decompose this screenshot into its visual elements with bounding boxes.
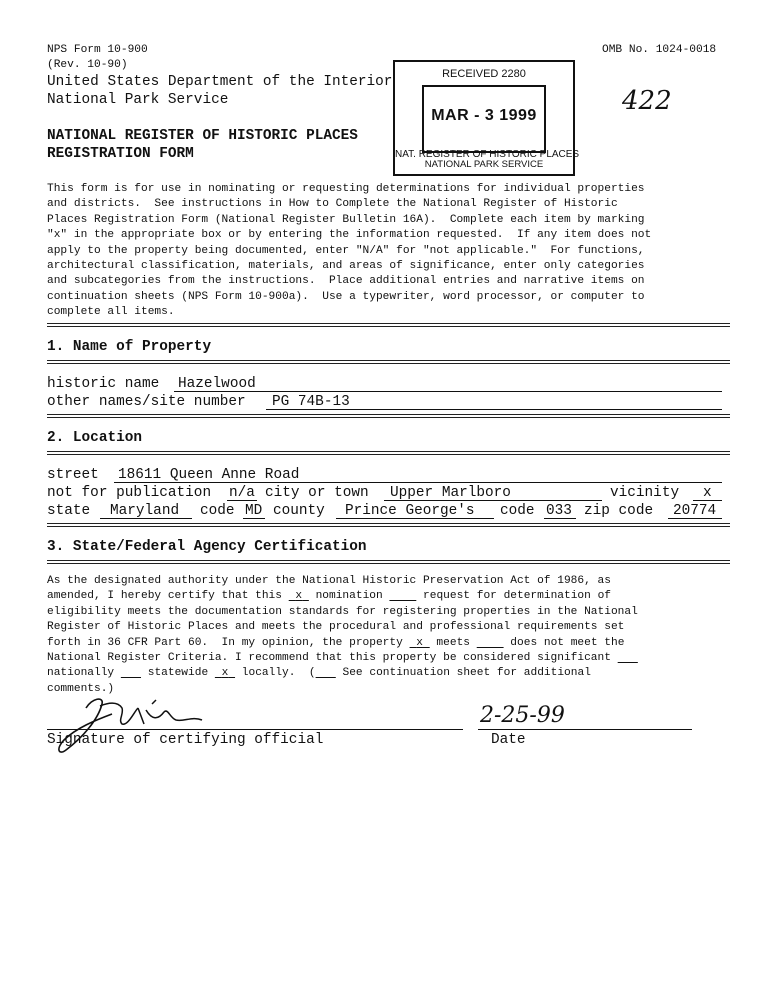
certification-line [47, 636, 737, 651]
county-value: Prince George's [345, 503, 475, 519]
certification-line [47, 589, 737, 604]
certification-text: locally. ( [241, 667, 316, 680]
date-line [478, 729, 692, 730]
section-divider [47, 523, 730, 527]
certification-line: Register of Historic Places and meets the procedural and professional requirements set [47, 621, 625, 634]
nomination-mark [289, 590, 309, 602]
section-divider [47, 360, 730, 364]
instructions-line: This form is for use in nominating or requesting determinations for individual properties [47, 183, 645, 195]
state-field [100, 518, 192, 519]
form-revision: (Rev. 10-90) [47, 59, 128, 71]
signature-line [47, 729, 463, 730]
department-name: United States Department of the Interior [47, 74, 393, 90]
section-divider [47, 414, 730, 418]
certification-text: amended, I hereby certify that this [47, 590, 282, 603]
handwritten-reference-number: 422 [622, 86, 672, 116]
certification-line: comments.) [47, 682, 115, 695]
vicinity-label: vicinity [610, 485, 680, 501]
certification-text: does not meet the [510, 636, 625, 649]
certification-text: National Register Criteria. I recommend that this property be considered significant [47, 652, 611, 665]
not-for-publication-field [227, 500, 257, 501]
certification-line: As the designated authority under the National Historic Preservation Act of 1986, as [47, 575, 611, 587]
zip-code-label: zip code [584, 503, 654, 519]
section3-heading: 3. State/Federal Agency Certification [47, 539, 367, 555]
stamp-received: RECEIVED 2280 [442, 68, 526, 80]
vicinity-value: x [703, 485, 712, 501]
date-label: Date [491, 732, 526, 748]
instructions-line: "x" in the appropriate box or by entering the information requested. If any item does not [47, 229, 652, 242]
meets-mark [410, 637, 430, 649]
certification-text: nomination [315, 590, 383, 603]
county-field [336, 518, 494, 519]
other-names-label: other names/site number [47, 394, 246, 410]
certification-line [47, 666, 737, 681]
form-subtitle: REGISTRATION FORM [47, 146, 194, 162]
statewide-mark [121, 667, 141, 679]
continuation-sheet-mark [316, 667, 336, 679]
section2-heading: 2. Location [47, 430, 142, 446]
nationally-mark [618, 652, 638, 664]
instructions-paragraph [47, 182, 737, 321]
county-code-field [544, 518, 576, 519]
historic-name-label: historic name [47, 376, 160, 392]
form-title: NATIONAL REGISTER OF HISTORIC PLACES [47, 128, 358, 144]
state-value: Maryland [110, 503, 180, 519]
section1-heading: 1. Name of Property [47, 339, 212, 355]
other-names-value: PG 74B-13 [272, 394, 350, 410]
signature-image [52, 690, 212, 760]
omb-number: OMB No. 1024-0018 [602, 44, 717, 56]
section-divider [47, 451, 730, 455]
instructions-line: continuation sheets (NPS Form 10-900a). Use a typewriter, word processor, or computer to [47, 290, 645, 303]
city-label: city or town [265, 485, 369, 501]
state-code-field [243, 518, 265, 519]
county-label: county [273, 503, 325, 519]
street-field [114, 482, 722, 483]
certification-line [47, 651, 737, 666]
state-label: state [47, 503, 91, 519]
received-stamp [393, 60, 580, 176]
signature-label: Signature of certifying official [47, 732, 324, 748]
certification-text: meets [436, 636, 470, 649]
locally-mark [215, 667, 235, 679]
service-name: National Park Service [47, 92, 229, 108]
instructions-line: complete all items. [47, 306, 175, 319]
historic-name-field [174, 391, 722, 392]
county-code-value: 033 [546, 503, 572, 519]
city-value: Upper Marlboro [390, 485, 511, 501]
state-code-label: code [200, 503, 235, 519]
instructions-line: Places Registration Form (National Register Bulletin 16A). Complete each item by marking [47, 213, 645, 226]
stamp-line1: NAT. REGISTER OF HISTORIC PLACES [395, 149, 580, 160]
street-label: street [47, 467, 99, 483]
zip-code-value: 20774 [673, 503, 717, 519]
certification-text: request for determination of [423, 590, 611, 603]
form-number: NPS Form 10-900 [47, 44, 148, 56]
certification-text: See continuation sheet for additional [342, 667, 591, 680]
street-value: 18611 Queen Anne Road [118, 467, 300, 483]
certification-text: nationally [47, 667, 115, 680]
certification-line: eligibility meets the documentation standards for registering properties in the National [47, 605, 638, 618]
other-names-field [266, 409, 722, 410]
state-code-value: MD [245, 503, 263, 519]
does-not-meet-mark [477, 637, 504, 649]
not-for-publication-label: not for publication [47, 485, 212, 501]
instructions-line: and districts. See instructions in How to Complete the National Register of Historic [47, 198, 618, 211]
meets-mark-value: x [416, 636, 423, 649]
stamp-date: MAR - 3 1999 [431, 107, 537, 124]
instructions-line: apply to the property being documented, enter "N/A" for "not applicable." For functions, [47, 244, 645, 257]
nomination-mark-value: x [295, 590, 303, 603]
city-field [384, 500, 602, 501]
not-for-publication-value: n/a [229, 485, 255, 501]
determination-mark [389, 590, 416, 602]
certification-paragraph [47, 574, 737, 697]
zip-code-field [668, 518, 722, 519]
stamp-line2: NATIONAL PARK SERVICE [424, 159, 544, 170]
section-divider [47, 323, 730, 327]
certification-text: statewide [147, 667, 209, 680]
county-code-label: code [500, 503, 535, 519]
locally-mark-value: x [221, 667, 229, 680]
instructions-line: and subcategories from the instructions. Place additional entries and narrative items on [47, 275, 645, 288]
instructions-line: architectural classification, materials, and areas of significance, enter only categories [47, 260, 645, 273]
section-divider [47, 560, 730, 564]
certification-text: forth in 36 CFR Part 60. In my opinion, the property [47, 636, 403, 649]
stamp-date-box [422, 85, 546, 153]
signature-date-handwritten: 2-25-99 [480, 703, 565, 728]
historic-name-value: Hazelwood [178, 376, 256, 392]
vicinity-field [693, 500, 722, 501]
